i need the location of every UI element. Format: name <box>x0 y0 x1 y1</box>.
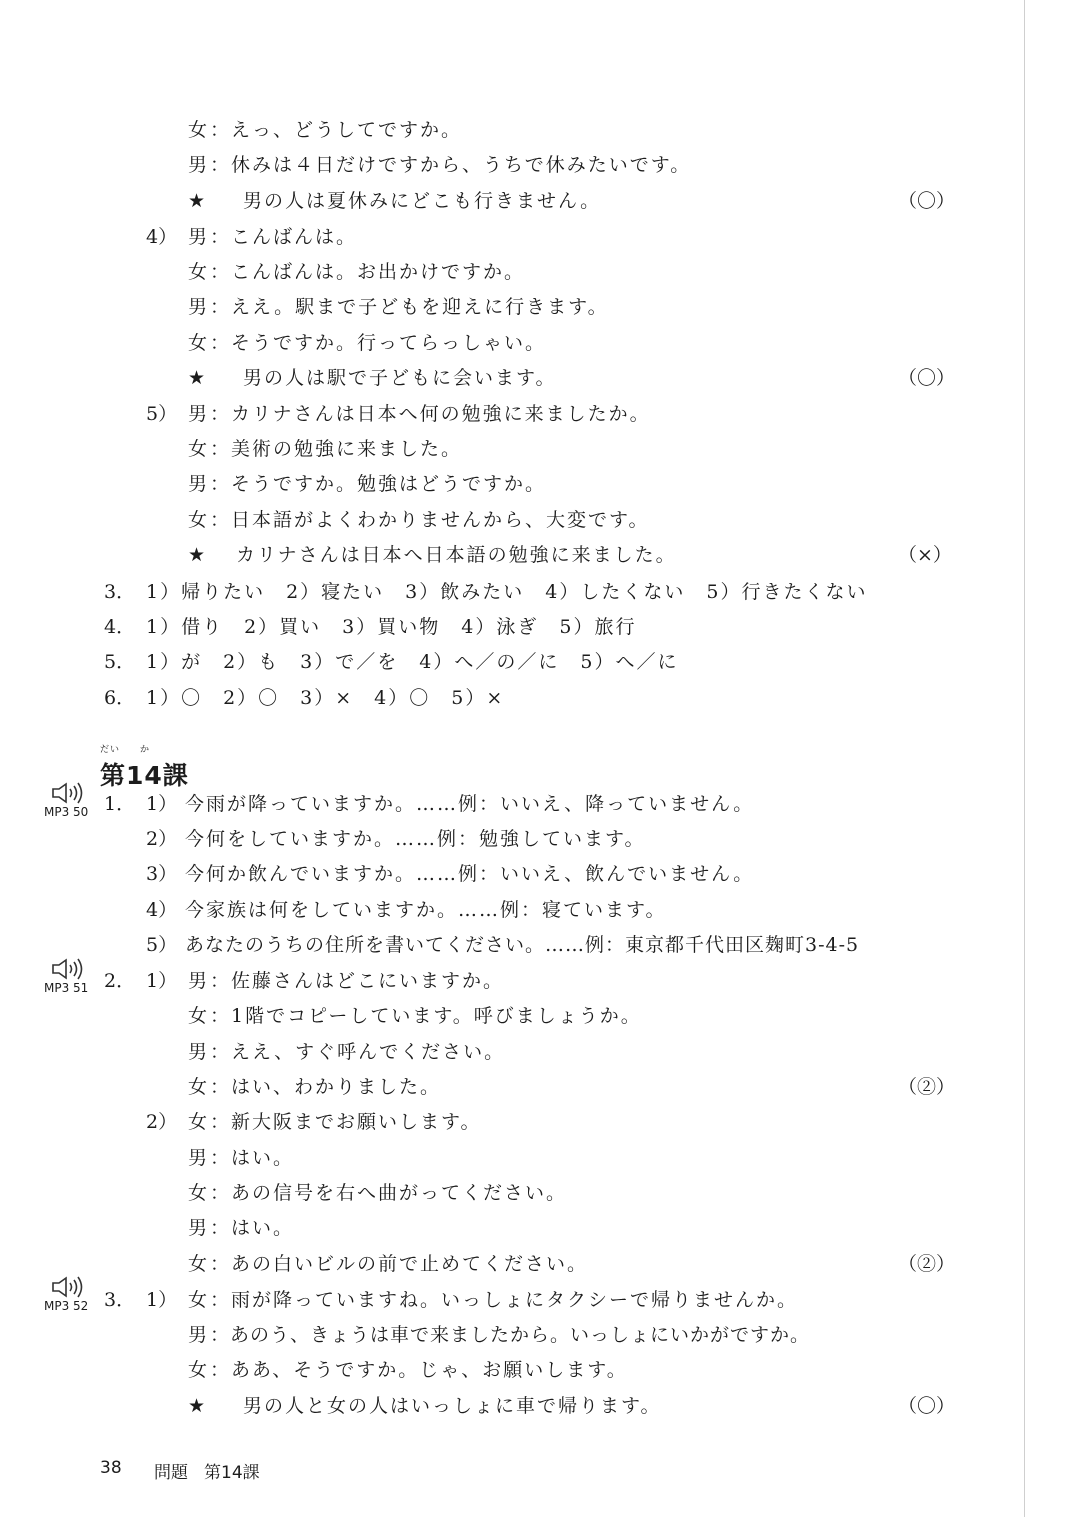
answer-mark: （②） <box>898 1253 956 1275</box>
item-number: 4） <box>146 899 178 921</box>
question-number: 2． <box>104 970 136 992</box>
footer-section: 問題 <box>154 1463 188 1483</box>
answer-mark: （〇） <box>898 367 956 389</box>
lesson-title-ruby: だい か <box>100 745 151 755</box>
audio-track-label: MP3 50 <box>44 805 89 819</box>
statement-line: 男の人と女の人はいっしょに車で帰ります。 <box>243 1395 662 1417</box>
speaker-label: 男 <box>188 1041 208 1063</box>
question-number: 4． <box>104 616 136 638</box>
dialogue-line: ：美術の勉強に来ました。 <box>210 438 463 460</box>
star-icon: ★ <box>188 367 206 389</box>
speaker-label: 男 <box>188 226 208 248</box>
speaker-label: 男 <box>188 1217 208 1239</box>
dialogue-line: ：日本語がよくわかりませんから、大変です。 <box>210 509 650 531</box>
statement-line: 男の人は夏休みにどこも行きません。 <box>243 190 602 212</box>
dialogue-line: ：あのう、きょうは車で来ましたから。いっしょにいかがですか。 <box>210 1324 811 1346</box>
star-icon: ★ <box>188 190 206 212</box>
speaker-label: 男 <box>188 473 208 495</box>
speaker-label: 男 <box>188 403 208 425</box>
answer-mark: （〇） <box>898 190 956 212</box>
question-line: 今何か飲んでいますか。……例：いいえ、飲んでいません。 <box>185 863 755 885</box>
item-number: 5） <box>146 934 178 956</box>
dialogue-line: ：あの白いビルの前で止めてください。 <box>210 1253 589 1275</box>
answer-line: 1）が 2）も 3）で／を 4）へ／の／に 5）へ／に <box>146 651 679 673</box>
speaker-label: 女 <box>188 509 208 531</box>
question-number: 1． <box>104 793 136 815</box>
dialogue-line: ：そうですか。勉強はどうですか。 <box>210 473 547 495</box>
speaker-label: 女 <box>188 1253 208 1275</box>
item-number: 1） <box>146 1289 178 1311</box>
question-number: 6． <box>104 687 136 709</box>
speaker-label: 女 <box>188 1005 208 1027</box>
statement-line: カリナさんは日本へ日本語の勉強に来ました。 <box>236 544 677 566</box>
speaker-icon <box>51 782 87 804</box>
speaker-label: 女 <box>188 119 208 141</box>
star-icon: ★ <box>188 1395 206 1417</box>
item-number: 1） <box>146 970 178 992</box>
page-edge-line <box>1024 0 1025 1517</box>
speaker-label: 女 <box>188 1289 208 1311</box>
dialogue-line: ：こんばんは。お出かけですか。 <box>210 261 526 283</box>
dialogue-line: ：ああ、そうですか。じゃ、お願いします。 <box>210 1359 628 1381</box>
dialogue-line: ：カリナさんは日本へ何の勉強に来ましたか。 <box>210 403 651 425</box>
speaker-label: 男 <box>188 970 208 992</box>
speaker-label: 女 <box>188 1111 208 1133</box>
speaker-label: 男 <box>188 1147 208 1169</box>
item-number: 1） <box>146 793 178 815</box>
speaker-label: 男 <box>188 1324 208 1346</box>
speaker-icon <box>51 958 87 980</box>
question-line: 今家族は何をしていますか。……例：寝ています。 <box>185 899 667 921</box>
lesson-title: 第14課 <box>100 761 189 790</box>
question-line: 今何をしていますか。……例：勉強しています。 <box>185 828 646 850</box>
dialogue-line: ：こんばんは。 <box>210 226 358 248</box>
question-number: 5． <box>104 651 136 673</box>
answer-mark: （②） <box>898 1076 956 1098</box>
speaker-label: 女 <box>188 332 208 354</box>
item-number: 4） <box>146 226 178 248</box>
speaker-label: 女 <box>188 1076 208 1098</box>
dialogue-line: ：あの信号を右へ曲がってください。 <box>210 1182 568 1204</box>
audio-track-51[interactable] <box>44 958 100 995</box>
question-line: あなたのうちの住所を書いてください。……例：東京都千代田区麹町3-4-5 <box>185 934 860 956</box>
speaker-label: 男 <box>188 154 208 176</box>
item-number: 3） <box>146 863 178 885</box>
dialogue-line: ：ええ、すぐ呼んでください。 <box>210 1041 506 1063</box>
answer-line: 1）借り 2）買い 3）買い物 4）泳ぎ 5）旅行 <box>146 616 637 638</box>
speaker-label: 女 <box>188 261 208 283</box>
answer-line: 1）〇 2）〇 3）× 4）〇 5）× <box>146 687 505 709</box>
item-number: 5） <box>146 403 178 425</box>
audio-track-50[interactable] <box>44 782 100 819</box>
item-number: 2） <box>146 1111 178 1133</box>
speaker-label: 女 <box>188 1359 208 1381</box>
audio-track-52[interactable] <box>44 1276 100 1313</box>
statement-line: 男の人は駅で子どもに会います。 <box>243 367 557 389</box>
audio-track-label: MP3 51 <box>44 981 89 995</box>
dialogue-line: ：ええ。駅まで子どもを迎えに行きます。 <box>210 296 609 318</box>
dialogue-line: ：1階でコピーしています。呼びましょうか。 <box>210 1005 642 1027</box>
dialogue-line: ：はい。 <box>210 1217 295 1239</box>
dialogue-line: ：はい。 <box>210 1147 295 1169</box>
answer-mark: （×） <box>898 544 952 566</box>
answer-line: 1）帰りたい 2）寝たい 3）飲みたい 4）したくない 5）行きたくない <box>146 581 868 603</box>
star-icon: ★ <box>188 544 206 566</box>
question-line: 今雨が降っていますか。……例：いいえ、降っていません。 <box>185 793 755 815</box>
dialogue-line: ：雨が降っていますね。いっしょにタクシーで帰りませんか。 <box>210 1289 799 1311</box>
question-number: 3． <box>104 581 136 603</box>
speaker-label: 男 <box>188 296 208 318</box>
speaker-label: 女 <box>188 1182 208 1204</box>
dialogue-line: ：新大阪までお願いします。 <box>210 1111 482 1133</box>
question-number: 3． <box>104 1289 136 1311</box>
item-number: 2） <box>146 828 178 850</box>
speaker-label: 女 <box>188 438 208 460</box>
dialogue-line: ：はい、わかりました。 <box>210 1076 442 1098</box>
footer-lesson: 第14課 <box>204 1463 260 1483</box>
speaker-icon <box>51 1276 87 1298</box>
page-number: 38 <box>100 1458 122 1478</box>
dialogue-line: ：そうですか。行ってらっしゃい。 <box>210 332 547 354</box>
audio-track-label: MP3 52 <box>44 1299 89 1313</box>
dialogue-line: ：えっ、どうしてですか。 <box>210 119 463 141</box>
answer-mark: （〇） <box>898 1395 956 1417</box>
dialogue-line: ：佐藤さんはどこにいますか。 <box>210 970 505 992</box>
dialogue-line: ：休みは４日だけですから、うちで休みたいです。 <box>210 154 692 176</box>
